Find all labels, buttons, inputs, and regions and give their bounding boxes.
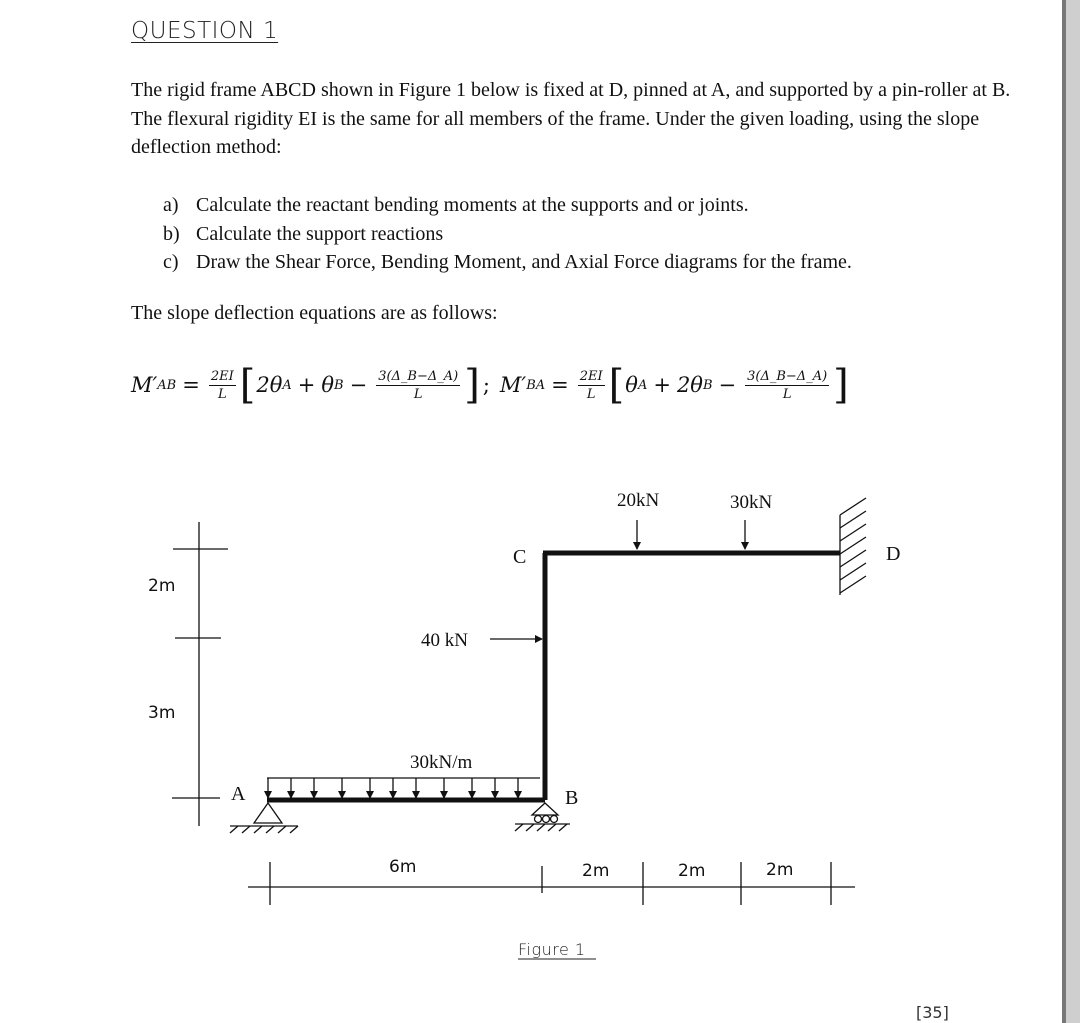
fixed-support-d — [840, 498, 866, 595]
node-label-a: A — [231, 783, 246, 805]
task-item: c) Draw the Shear Force, Bending Moment, and Axial Force diagrams for the frame. — [163, 251, 852, 273]
page-edge-scrollbar — [1066, 0, 1080, 1023]
pin-roller-support-b — [515, 803, 570, 831]
task-item: a) Calculate the reactant bending moments at the supports and or joints. — [163, 194, 749, 216]
horizontal-dim-label-2: 2m — [582, 861, 610, 881]
slope-deflection-equations: M′ AB = $\frac{2EI}{L}$ [ 2θ A + θ B − $\frac{3(\Delta\_B-\Delta\_A)}{L}$ ] ; M′ BA = $\frac{2EI}{L}$ [ θ A + 2θ B − $\frac{3(\Delta\_B-\Delta\_A)}{L}$ ] — [131, 362, 849, 408]
udl-label: 30kN/m — [410, 752, 473, 773]
node-label-b: B — [565, 787, 579, 809]
task-item: b) Calculate the support reactions — [163, 222, 444, 245]
question-heading: QUESTION 1 — [131, 18, 279, 44]
point-load-label-1: 20kN — [617, 490, 660, 511]
problem-statement: The rigid frame ABCD shown in Figure 1 below is fixed at D, pinned at A, and supported by a pin-roller at B. The flexural rigidity EI is the same for all members of the frame. Under the given loading, using the slope deflection method: — [131, 79, 1011, 158]
horizontal-dim-label-1: 6m — [389, 857, 417, 877]
udl-arrows — [267, 778, 540, 798]
node-label-c: C — [513, 546, 527, 568]
figure-caption: Figure 1 — [518, 940, 586, 959]
equations-intro: The slope deflection equations are as follows: — [131, 302, 498, 324]
pin-support-a — [230, 803, 298, 833]
horizontal-dim-label-3: 2m — [678, 861, 706, 881]
vertical-dim-label-1: 2m — [148, 576, 176, 596]
horizontal-dim-label-4: 2m — [766, 860, 794, 880]
frame-members — [267, 553, 840, 800]
lateral-load-label: 40 kN — [421, 630, 468, 651]
marks-label: [35] — [916, 1003, 949, 1022]
vertical-dim-label-2: 3m — [148, 703, 176, 723]
point-load-label-2: 30kN — [730, 492, 773, 513]
horizontal-dimension-line — [248, 862, 855, 905]
vertical-dimension-line — [172, 522, 228, 826]
node-label-d: D — [886, 543, 901, 565]
